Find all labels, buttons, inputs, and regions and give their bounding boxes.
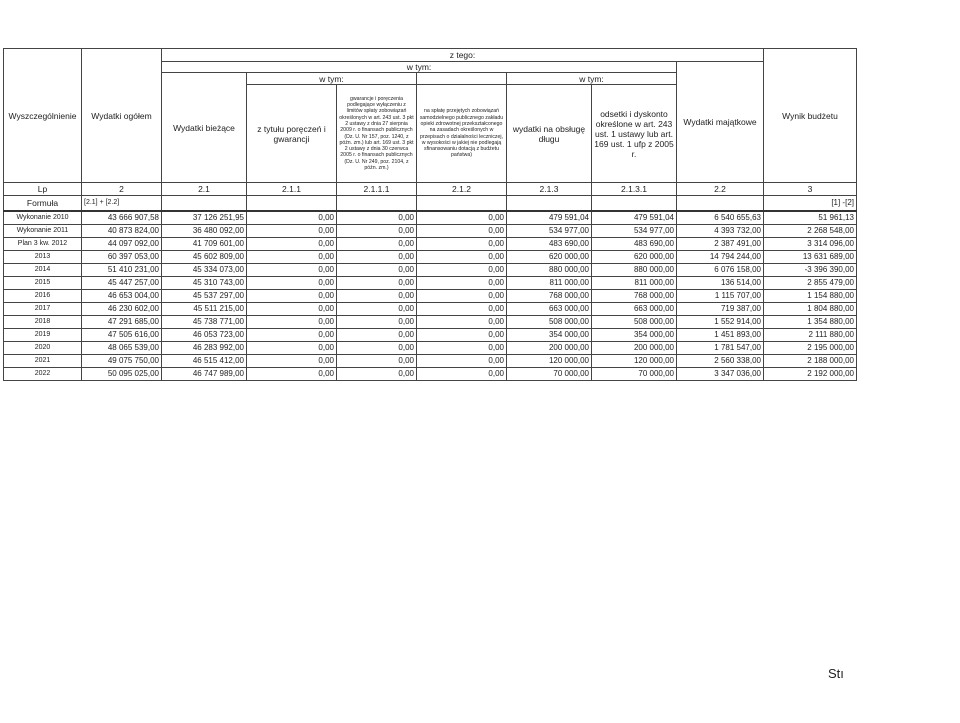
- formula-cell: [417, 196, 507, 212]
- value-cell: 0,00: [417, 277, 507, 290]
- value-cell: 479 591,04: [592, 211, 677, 225]
- value-cell: 13 631 689,00: [764, 251, 857, 264]
- value-cell: 70 000,00: [592, 368, 677, 381]
- value-cell: 0,00: [417, 264, 507, 277]
- value-cell: 0,00: [417, 355, 507, 368]
- value-cell: 1 115 707,00: [677, 290, 764, 303]
- row-label: 2021: [4, 355, 82, 368]
- value-cell: 2 195 000,00: [764, 342, 857, 355]
- row-label: 2013: [4, 251, 82, 264]
- value-cell: 663 000,00: [592, 303, 677, 316]
- value-cell: 0,00: [417, 251, 507, 264]
- table-row: [4, 342, 857, 355]
- value-cell: 0,00: [337, 368, 417, 381]
- value-cell: 0,00: [247, 225, 337, 238]
- value-cell: 0,00: [247, 368, 337, 381]
- table-row: [4, 290, 857, 303]
- value-cell: 14 794 244,00: [677, 251, 764, 264]
- header-wydatki-obsluge-dlugu: wydatki na obsługę długu: [507, 85, 592, 183]
- value-cell: 1 354 880,00: [764, 316, 857, 329]
- value-cell: 354 000,00: [507, 329, 592, 342]
- value-cell: 0,00: [337, 355, 417, 368]
- value-cell: 3 314 096,00: [764, 238, 857, 251]
- value-cell: 2 560 338,00: [677, 355, 764, 368]
- header-wydatki-ogolem: Wydatki ogółem: [82, 49, 162, 183]
- value-cell: 0,00: [417, 342, 507, 355]
- value-cell: 70 000,00: [507, 368, 592, 381]
- table-row: [4, 368, 857, 381]
- value-cell: 43 666 907,58: [82, 211, 162, 225]
- row-label: 2020: [4, 342, 82, 355]
- row-label: 2014: [4, 264, 82, 277]
- lp-cell: 2.1: [162, 183, 247, 196]
- value-cell: 620 000,00: [507, 251, 592, 264]
- value-cell: 663 000,00: [507, 303, 592, 316]
- value-cell: 51 410 231,00: [82, 264, 162, 277]
- value-cell: 0,00: [337, 277, 417, 290]
- value-cell: 46 653 004,00: [82, 290, 162, 303]
- value-cell: 508 000,00: [592, 316, 677, 329]
- header-gwarancje: gwarancje i poręczenia podlegające wyłączeniu z limitów spłaty zobowiązań określonych w art. 243 ust. 3 pkt 2 ustawy z dnia 27 sierpnia 2009 r. o finansach publicznych (Dz. U. Nr 157, poz. 1240, z późn. zm.) lub art. 169 ust. 3 pkt 2 ustawy z dnia 30 czerwca 2005 r. o finansach publicznych (Dz. U. Nr 249, poz. 2104, z późn. zm.): [337, 85, 417, 183]
- value-cell: 1 451 893,00: [677, 329, 764, 342]
- formula-cell: [2.1] + [2.2]: [82, 196, 162, 212]
- row-label: Plan 3 kw. 2012: [4, 238, 82, 251]
- value-cell: 768 000,00: [592, 290, 677, 303]
- header-w-tym-right: w tym:: [507, 73, 677, 85]
- value-cell: 2 855 479,00: [764, 277, 857, 290]
- value-cell: 40 873 824,00: [82, 225, 162, 238]
- value-cell: 0,00: [247, 329, 337, 342]
- value-cell: 0,00: [247, 342, 337, 355]
- value-cell: 811 000,00: [507, 277, 592, 290]
- value-cell: 0,00: [337, 342, 417, 355]
- value-cell: 0,00: [247, 277, 337, 290]
- value-cell: 0,00: [417, 329, 507, 342]
- table-row: [4, 264, 857, 277]
- value-cell: 1 804 880,00: [764, 303, 857, 316]
- value-cell: 0,00: [417, 368, 507, 381]
- formula-cell: [507, 196, 592, 212]
- value-cell: 45 334 073,00: [162, 264, 247, 277]
- formula-row: [4, 196, 857, 212]
- value-cell: 46 515 412,00: [162, 355, 247, 368]
- value-cell: 0,00: [247, 211, 337, 225]
- value-cell: 136 514,00: [677, 277, 764, 290]
- value-cell: 880 000,00: [592, 264, 677, 277]
- value-cell: 37 126 251,95: [162, 211, 247, 225]
- formula-cell: [677, 196, 764, 212]
- table-row: [4, 329, 857, 342]
- value-cell: 51 961,13: [764, 211, 857, 225]
- value-cell: 46 230 602,00: [82, 303, 162, 316]
- value-cell: 0,00: [417, 238, 507, 251]
- value-cell: 45 447 257,00: [82, 277, 162, 290]
- value-cell: 0,00: [337, 303, 417, 316]
- value-cell: 4 393 732,00: [677, 225, 764, 238]
- value-cell: 60 397 053,00: [82, 251, 162, 264]
- table-row: [4, 211, 857, 225]
- value-cell: 45 537 297,00: [162, 290, 247, 303]
- value-cell: 508 000,00: [507, 316, 592, 329]
- row-label: 2019: [4, 329, 82, 342]
- value-cell: 45 511 215,00: [162, 303, 247, 316]
- table-row: [4, 277, 857, 290]
- value-cell: 45 310 743,00: [162, 277, 247, 290]
- row-label: Wykonanie 2010: [4, 211, 82, 225]
- value-cell: 0,00: [247, 251, 337, 264]
- row-label: 2018: [4, 316, 82, 329]
- value-cell: 0,00: [417, 290, 507, 303]
- value-cell: 2 268 548,00: [764, 225, 857, 238]
- value-cell: 483 690,00: [507, 238, 592, 251]
- value-cell: 0,00: [337, 238, 417, 251]
- row-label: Wykonanie 2011: [4, 225, 82, 238]
- value-cell: 0,00: [247, 264, 337, 277]
- value-cell: 0,00: [247, 303, 337, 316]
- value-cell: 811 000,00: [592, 277, 677, 290]
- value-cell: 45 738 771,00: [162, 316, 247, 329]
- header-wynik-budzetu: Wynik budżetu: [764, 49, 857, 183]
- value-cell: 47 291 685,00: [82, 316, 162, 329]
- value-cell: 45 602 809,00: [162, 251, 247, 264]
- value-cell: 2 387 491,00: [677, 238, 764, 251]
- formula-cell: [162, 196, 247, 212]
- lp-cell: 2.1.3.1: [592, 183, 677, 196]
- value-cell: 2 188 000,00: [764, 355, 857, 368]
- table-row: [4, 225, 857, 238]
- formula-cell: [1] -[2]: [764, 196, 857, 212]
- value-cell: 483 690,00: [592, 238, 677, 251]
- value-cell: 48 065 539,00: [82, 342, 162, 355]
- value-cell: 0,00: [247, 238, 337, 251]
- row-label: 2015: [4, 277, 82, 290]
- value-cell: 534 977,00: [592, 225, 677, 238]
- value-cell: 46 747 989,00: [162, 368, 247, 381]
- header-z-tytulu-poreczen: z tytułu poręczeń i gwarancji: [247, 85, 337, 183]
- value-cell: 1 552 914,00: [677, 316, 764, 329]
- value-cell: 719 387,00: [677, 303, 764, 316]
- value-cell: 3 347 036,00: [677, 368, 764, 381]
- lp-cell: 2.2: [677, 183, 764, 196]
- value-cell: 0,00: [247, 316, 337, 329]
- lp-row: [4, 183, 857, 196]
- header-splata-zobowiazan: na spłatę przejętych zobowiązań samodzielnego publicznego zakładu opieki zdrowotnej przekształconego na zasadach określonych w przepisach o działalności leczniczej, w wysokości w jakiej nie podlegają sfinansowaniu dotacją z budżetu państwa): [417, 85, 507, 183]
- value-cell: 880 000,00: [507, 264, 592, 277]
- lp-cell: 2.1.1.1: [337, 183, 417, 196]
- value-cell: 1 781 547,00: [677, 342, 764, 355]
- value-cell: 2 192 000,00: [764, 368, 857, 381]
- value-cell: 6 076 158,00: [677, 264, 764, 277]
- lp-cell: 3: [764, 183, 857, 196]
- header-odsetki-dyskonto: odsetki i dyskonto określone w art. 243 ust. 1 ustawy lub art. 169 ust. 1 ufp z 2005 r.: [592, 85, 677, 183]
- row-label: 2017: [4, 303, 82, 316]
- value-cell: 50 095 025,00: [82, 368, 162, 381]
- value-cell: 0,00: [247, 290, 337, 303]
- value-cell: 354 000,00: [592, 329, 677, 342]
- value-cell: 200 000,00: [507, 342, 592, 355]
- header-wydatki-biezace: Wydatki bieżące: [162, 73, 247, 183]
- value-cell: 1 154 880,00: [764, 290, 857, 303]
- header-z-tego: z tego:: [162, 49, 764, 62]
- value-cell: 768 000,00: [507, 290, 592, 303]
- value-cell: -3 396 390,00: [764, 264, 857, 277]
- formula-cell: [592, 196, 677, 212]
- row-label: 2016: [4, 290, 82, 303]
- header-w-tym-main: w tym:: [162, 62, 677, 73]
- value-cell: 0,00: [337, 290, 417, 303]
- value-cell: 36 480 092,00: [162, 225, 247, 238]
- lp-cell: Lp: [4, 183, 82, 196]
- value-cell: 0,00: [417, 316, 507, 329]
- value-cell: 0,00: [417, 211, 507, 225]
- formula-cell: [337, 196, 417, 212]
- lp-cell: 2.1.1: [247, 183, 337, 196]
- header-wydatki-majatkowe: Wydatki majątkowe: [677, 62, 764, 183]
- value-cell: 0,00: [337, 211, 417, 225]
- header-blank-cell: [417, 73, 507, 85]
- header-w-tym-left: w tym:: [247, 73, 417, 85]
- table-row: [4, 316, 857, 329]
- value-cell: 0,00: [337, 225, 417, 238]
- formula-label: Formuła: [4, 196, 82, 212]
- value-cell: 49 075 750,00: [82, 355, 162, 368]
- lp-cell: 2.1.2: [417, 183, 507, 196]
- table-row: [4, 251, 857, 264]
- budget-table: [3, 48, 857, 381]
- formula-cell: [247, 196, 337, 212]
- value-cell: 0,00: [417, 303, 507, 316]
- row-label: 2022: [4, 368, 82, 381]
- value-cell: 620 000,00: [592, 251, 677, 264]
- value-cell: 6 540 655,63: [677, 211, 764, 225]
- value-cell: 0,00: [337, 264, 417, 277]
- value-cell: 44 097 092,00: [82, 238, 162, 251]
- value-cell: 41 709 601,00: [162, 238, 247, 251]
- value-cell: 200 000,00: [592, 342, 677, 355]
- value-cell: 0,00: [417, 225, 507, 238]
- lp-cell: 2.1.3: [507, 183, 592, 196]
- value-cell: 46 053 723,00: [162, 329, 247, 342]
- page-footer-mark: Stı: [828, 666, 844, 681]
- value-cell: 534 977,00: [507, 225, 592, 238]
- value-cell: 0,00: [337, 251, 417, 264]
- value-cell: 0,00: [247, 355, 337, 368]
- table-row: [4, 355, 857, 368]
- lp-cell: 2: [82, 183, 162, 196]
- value-cell: 120 000,00: [592, 355, 677, 368]
- value-cell: 0,00: [337, 329, 417, 342]
- table-row: [4, 303, 857, 316]
- value-cell: 0,00: [337, 316, 417, 329]
- value-cell: 46 283 992,00: [162, 342, 247, 355]
- table-row: [4, 238, 857, 251]
- value-cell: 479 591,04: [507, 211, 592, 225]
- value-cell: 120 000,00: [507, 355, 592, 368]
- value-cell: 47 505 616,00: [82, 329, 162, 342]
- header-wyszczegolnienie: Wyszczególnienie: [4, 49, 82, 183]
- value-cell: 2 111 880,00: [764, 329, 857, 342]
